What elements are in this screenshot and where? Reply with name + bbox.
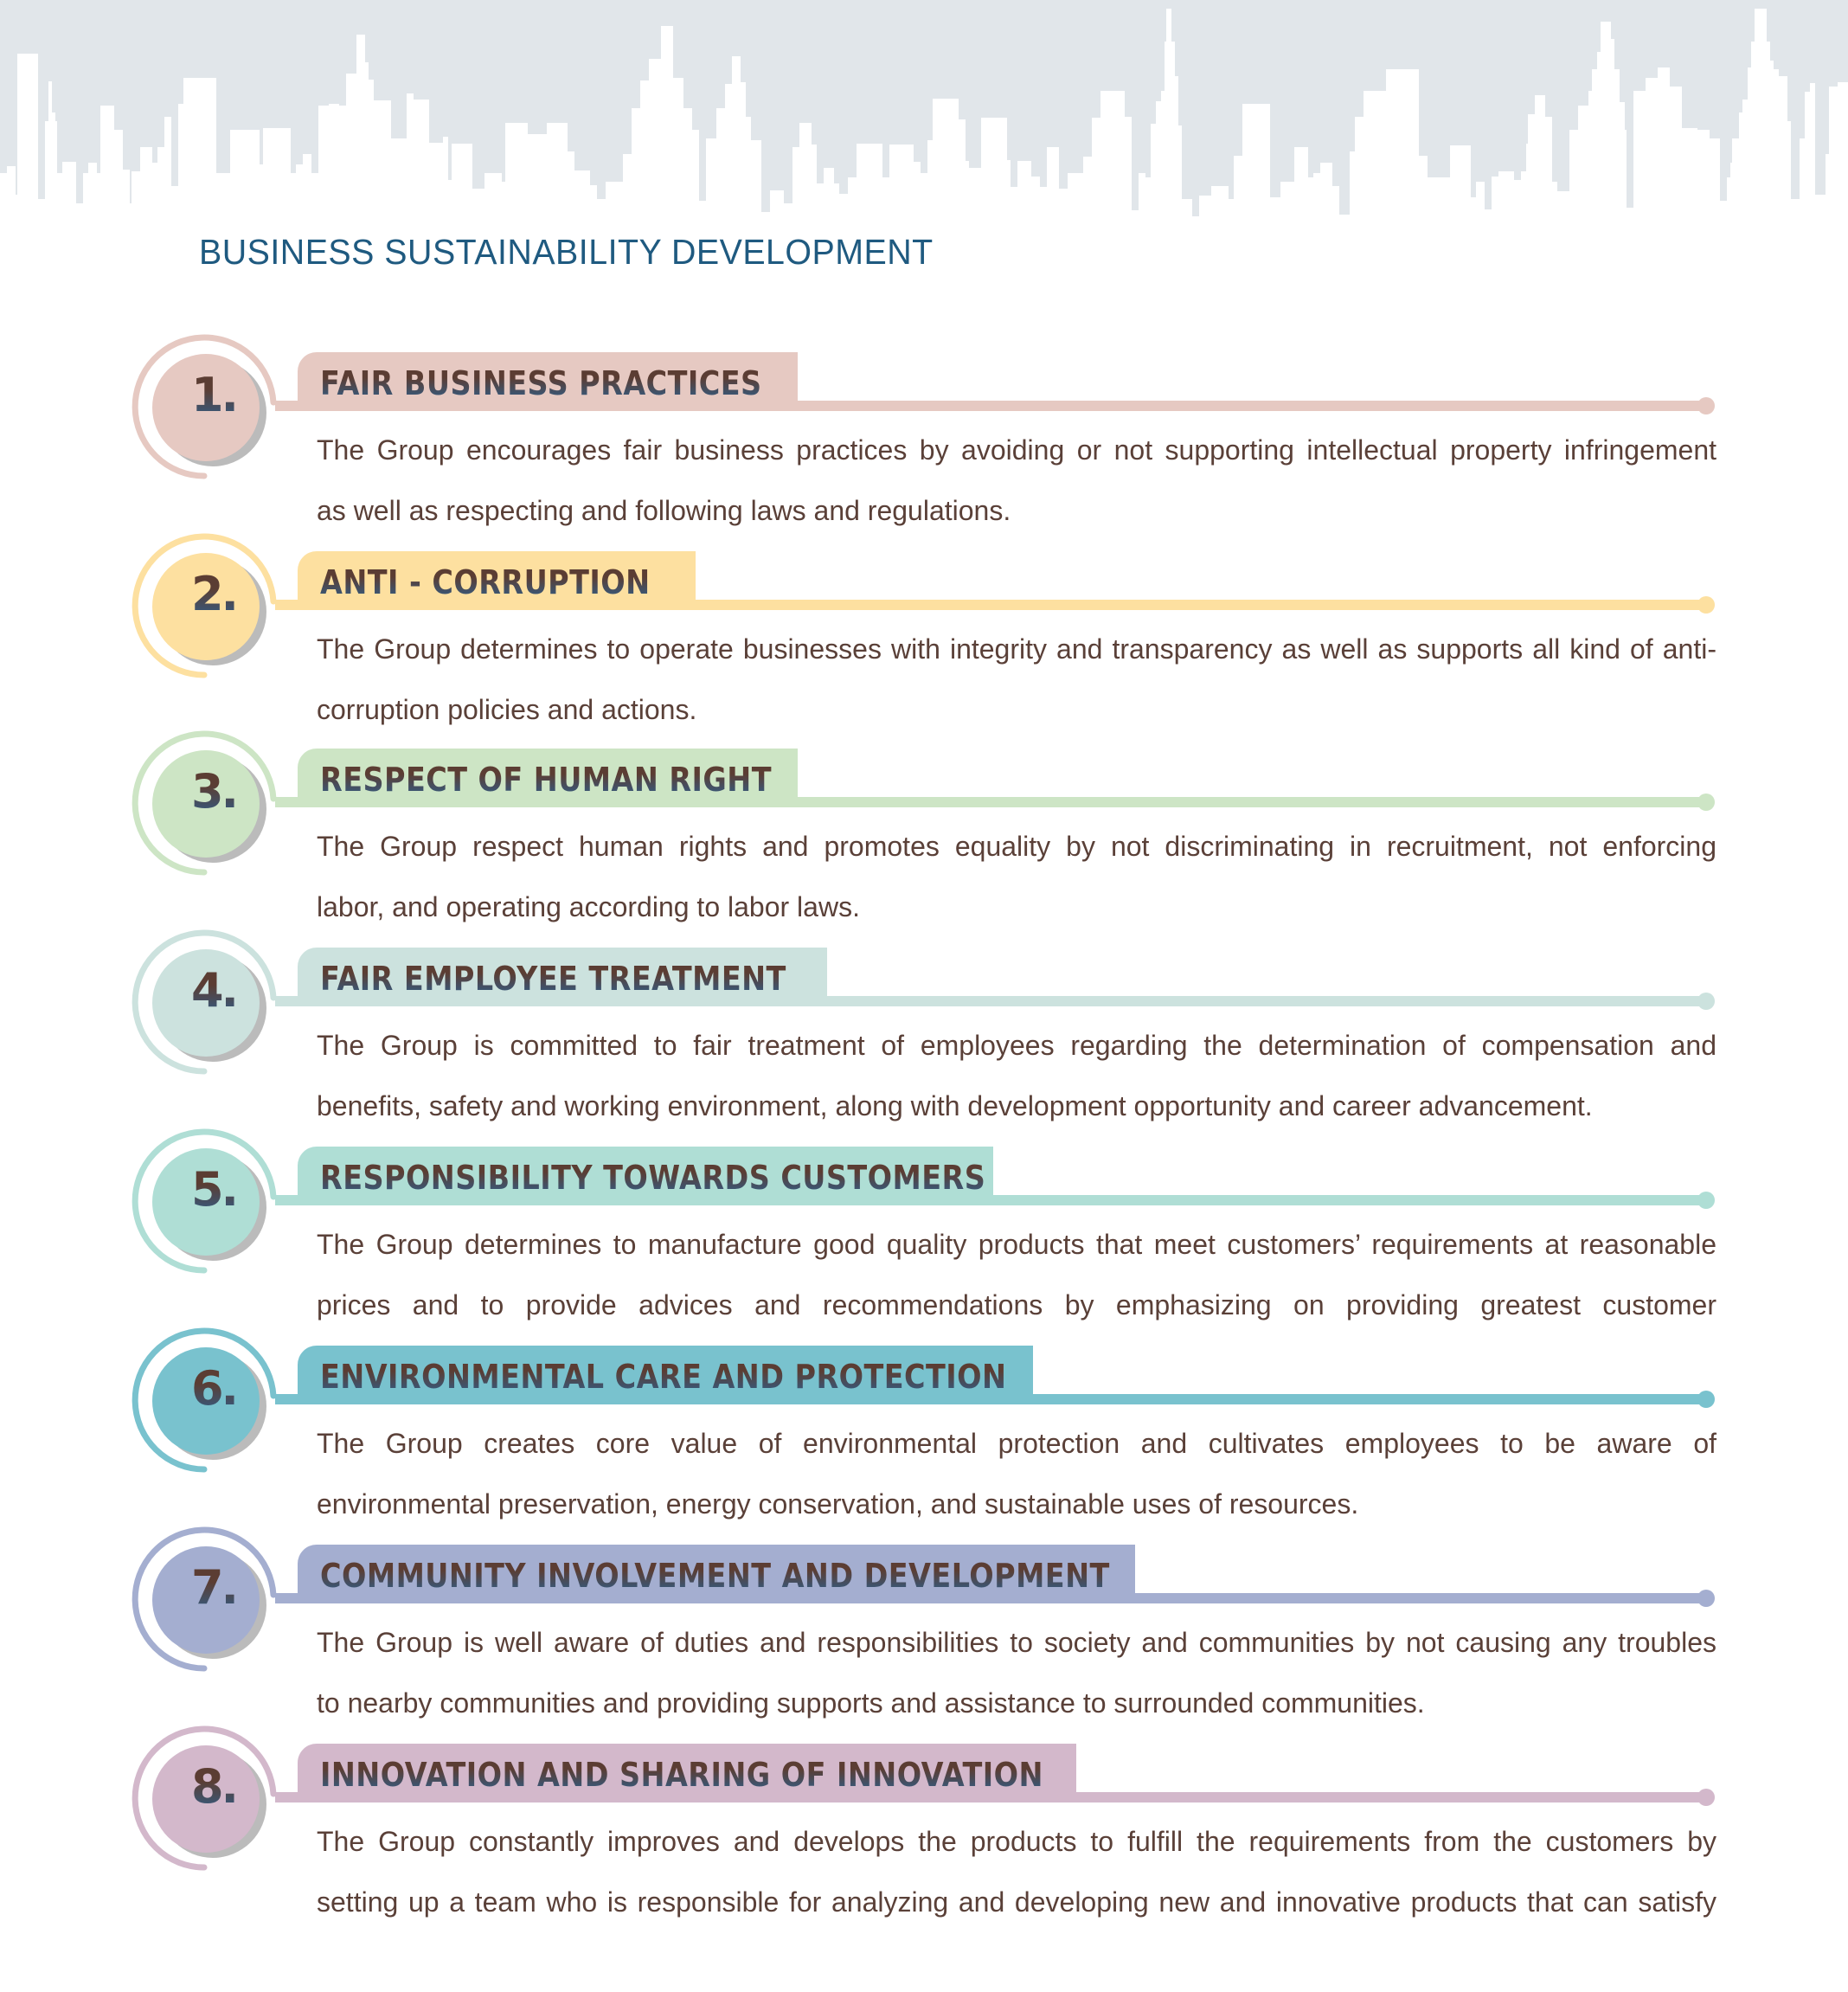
description-line: corruption policies and actions. bbox=[317, 694, 697, 725]
principle-item-3 bbox=[0, 729, 1848, 929]
number-badge bbox=[130, 532, 281, 684]
rule-end-dot-icon bbox=[1697, 794, 1715, 811]
item-description bbox=[317, 1015, 1716, 1136]
item-number: 3. bbox=[149, 764, 279, 819]
principle-item-2 bbox=[0, 532, 1848, 731]
item-heading: ENVIRONMENTAL CARE AND PROTECTION bbox=[320, 1358, 1007, 1396]
city-skyline-icon bbox=[0, 0, 1848, 216]
description-line: The Group is well aware of duties and responsibilities to society and communities by not causing any troubles bbox=[317, 1627, 1716, 1658]
item-heading: ANTI - CORRUPTION bbox=[320, 563, 651, 601]
description-line: benefits, safety and working environment, along with development opportunity and career advancement. bbox=[317, 1090, 1593, 1121]
rule-end-dot-icon bbox=[1697, 1391, 1715, 1408]
number-badge bbox=[130, 1327, 281, 1478]
item-number: 8. bbox=[149, 1759, 279, 1814]
item-description bbox=[317, 1811, 1716, 1932]
description-line: The Group encourages fair business practices by avoiding or not supporting intellectual property infringement bbox=[317, 434, 1716, 466]
rule-end-dot-icon bbox=[1697, 1192, 1715, 1209]
rule-end-dot-icon bbox=[1697, 1590, 1715, 1607]
rule-end-dot-icon bbox=[1697, 596, 1715, 614]
number-badge bbox=[130, 1725, 281, 1876]
page-title: BUSINESS SUSTAINABILITY DEVELOPMENT bbox=[199, 232, 934, 272]
description-line: The Group is committed to fair treatment of employees regarding the determination of compensation and bbox=[317, 1030, 1716, 1061]
item-number: 7. bbox=[149, 1560, 279, 1615]
item-number: 4. bbox=[149, 963, 279, 1018]
item-number: 6. bbox=[149, 1361, 279, 1416]
description-line: The Group respect human rights and promotes equality by not discriminating in recruitment, not enforcing bbox=[317, 831, 1716, 862]
description-line: The Group creates core value of environmental protection and cultivates employees to be aware of bbox=[317, 1428, 1716, 1459]
principle-item-1 bbox=[0, 333, 1848, 532]
description-line: setting up a team who is responsible for analyzing and developing new and innovative products that can satisfy bbox=[317, 1886, 1716, 1918]
item-heading: INNOVATION AND SHARING OF INNOVATION bbox=[320, 1756, 1043, 1794]
item-heading: FAIR EMPLOYEE TREATMENT bbox=[320, 960, 786, 998]
number-badge bbox=[130, 729, 281, 881]
item-description bbox=[317, 1612, 1716, 1733]
number-badge bbox=[130, 929, 281, 1080]
principle-item-8 bbox=[0, 1725, 1848, 1924]
rule-end-dot-icon bbox=[1697, 993, 1715, 1010]
item-heading: RESPECT OF HUMAN RIGHT bbox=[320, 761, 772, 799]
principle-item-7 bbox=[0, 1526, 1848, 1725]
principle-item-5 bbox=[0, 1128, 1848, 1327]
skyline-banner bbox=[0, 0, 1848, 216]
item-description bbox=[317, 1413, 1716, 1534]
item-heading: RESPONSIBILITY TOWARDS CUSTOMERS bbox=[320, 1159, 986, 1197]
item-description bbox=[317, 816, 1716, 937]
description-line: The Group determines to manufacture good quality products that meet customers’ requirements at reasonable bbox=[317, 1229, 1716, 1260]
description-line: The Group determines to operate businesses with integrity and transparency as well as supports all kind of anti- bbox=[317, 633, 1716, 665]
description-line: prices and to provide advices and recommendations by emphasizing on providing greatest customer bbox=[317, 1289, 1716, 1321]
description-line: as well as respecting and following laws and regulations. bbox=[317, 495, 1011, 526]
rule-end-dot-icon bbox=[1697, 1789, 1715, 1806]
number-badge bbox=[130, 1526, 281, 1677]
item-description bbox=[317, 619, 1716, 740]
rule-end-dot-icon bbox=[1697, 397, 1715, 414]
item-heading: COMMUNITY INVOLVEMENT AND DEVELOPMENT bbox=[320, 1557, 1110, 1595]
principle-item-6 bbox=[0, 1327, 1848, 1526]
number-badge bbox=[130, 333, 281, 485]
item-number: 2. bbox=[149, 567, 279, 621]
item-description bbox=[317, 420, 1716, 541]
principle-item-4 bbox=[0, 929, 1848, 1128]
item-description bbox=[317, 1214, 1716, 1335]
item-number: 5. bbox=[149, 1162, 279, 1217]
description-line: The Group constantly improves and develops the products to fulfill the requirements from the customers by bbox=[317, 1826, 1716, 1857]
description-line: environmental preservation, energy conservation, and sustainable uses of resources. bbox=[317, 1488, 1359, 1520]
item-number: 1. bbox=[149, 368, 279, 422]
item-heading: FAIR BUSINESS PRACTICES bbox=[320, 364, 762, 402]
description-line: labor, and operating according to labor laws. bbox=[317, 891, 860, 922]
description-line: to nearby communities and providing supports and assistance to surrounded communities. bbox=[317, 1687, 1425, 1719]
number-badge bbox=[130, 1128, 281, 1279]
